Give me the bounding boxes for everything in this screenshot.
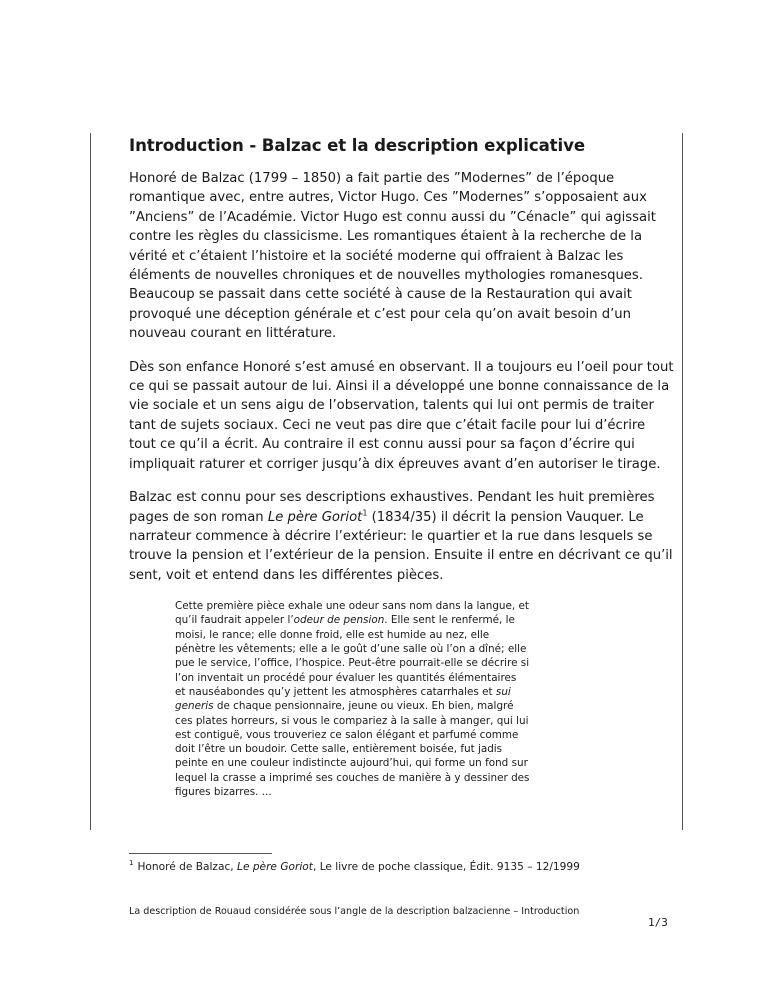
paragraph-1 xyxy=(129,169,674,344)
block-quote xyxy=(175,599,530,799)
text-run: . Elle sent le renfermé, le moisi, le rance; elle donne froid, elle est humide au nez, elle pénètre les vêtements; elle a le goût d’une salle où l’on a dîné; elle pue le service, l’office, l’hospice. Peut-être pourrait-elle se décrire si l’on inventait un procédé pour évaluer les quantités élémentaires et nauséabondes qu’y jettent les atmosphères catarrhales et xyxy=(175,614,530,698)
italic-text: sui generis xyxy=(175,685,511,713)
italic-text: Le père Goriot xyxy=(237,861,313,873)
text-run: Dès son enfance Honoré s’est amusé en observant. Il a toujours eu l’oeil pour tout ce qui se passait autour de lui. Ainsi il a développé une bonne connaissance de la vie sociale et un sens aigu de l’observation, talents qui lui ont permis de traiter tant de sujets sociaux. Ceci ne veut pas dire que c’était facile pour lui d’écrire tout ce qu’il a écrit. Au contraire il est connu aussi pour sa façon d’écrire qui impliquait raturer et corriger jusqu’à dix épreuves avant d’en autoriser le tirage. xyxy=(129,359,674,472)
footnote xyxy=(129,861,580,873)
page-footer: La description de Rouaud considérée sous l’angle de la description balzacienne – Introduction xyxy=(129,906,580,917)
paragraph-3 xyxy=(129,488,674,585)
text-run: Honoré de Balzac, xyxy=(137,861,238,873)
italic-text: odeur de pension xyxy=(293,614,385,627)
footnote-ref: 1 xyxy=(129,859,134,868)
document-title: Introduction - Balzac et la description explicative xyxy=(129,136,585,155)
footnote-ref: 1 xyxy=(362,508,368,518)
text-run: Balzac est connu pour ses descriptions exhaustives. Pendant les huit premières pages de son roman xyxy=(129,490,655,525)
text-run: (1834/35) il décrit la pension Vauquer. Le narrateur commence à décrire l’extérieur: le quartier et la rue dans lesquels se trouve la pension et l’extérieur de la pension. Ensuite il entre en décrivant ce qu’il sent, voit et entend dans les différentes pièces. xyxy=(129,509,673,583)
paragraph-2 xyxy=(129,358,674,474)
italic-text: Le père Goriot xyxy=(267,509,363,525)
text-run: Honoré de Balzac (1799 – 1850) a fait partie des ”Modernes” de l’époque romantique avec, entre autres, Victor Hugo. Ces ”Modernes” s’opposaient aux ”Anciens” de l’Académie. Victor Hugo est connu aussi du ”Cénacle” qui agissait contre les règles du classicisme. Les romantiques étaient à la recherche de la vérité et c’étaient l’histoire et la société moderne qui offraient à Balzac les éléments de nouvelles chroniques et de nouvelles mythologies romanesques. Beaucoup se passait dans cette société à cause de la Restauration qui avait provoqué une déception générale et c’est pour cela qu’on avait besoin d’un nouveau courant en littérature. xyxy=(129,171,656,342)
right-margin-rule xyxy=(682,133,683,830)
footnote-rule xyxy=(129,853,272,854)
text-run: Cette première pièce exhale une odeur sans nom dans la langue, et qu’il faudrait appeler l’ xyxy=(175,600,529,627)
text-run: de chaque pensionnaire, jeune ou vieux. Eh bien, malgré ces plates horreurs, si vous le compariez à la salle à manger, qui lui est contiguë, vous trouveriez ce salon élégant et parfumé comme doit l’être un boudoir. Cette salle, entièrement boisée, fut jadis peinte en une couleur indistincte aujourd’hui, qui forme un fond sur lequel la crasse a imprimé ses couches de manière à y dessiner des figures bizarres. ... xyxy=(175,700,530,798)
main-content xyxy=(129,136,674,799)
text-run: , Le livre de poche classique, Édit. 9135 – 12/1999 xyxy=(312,861,580,873)
left-margin-rule xyxy=(90,133,91,830)
page-number: 1/3 xyxy=(648,916,668,929)
